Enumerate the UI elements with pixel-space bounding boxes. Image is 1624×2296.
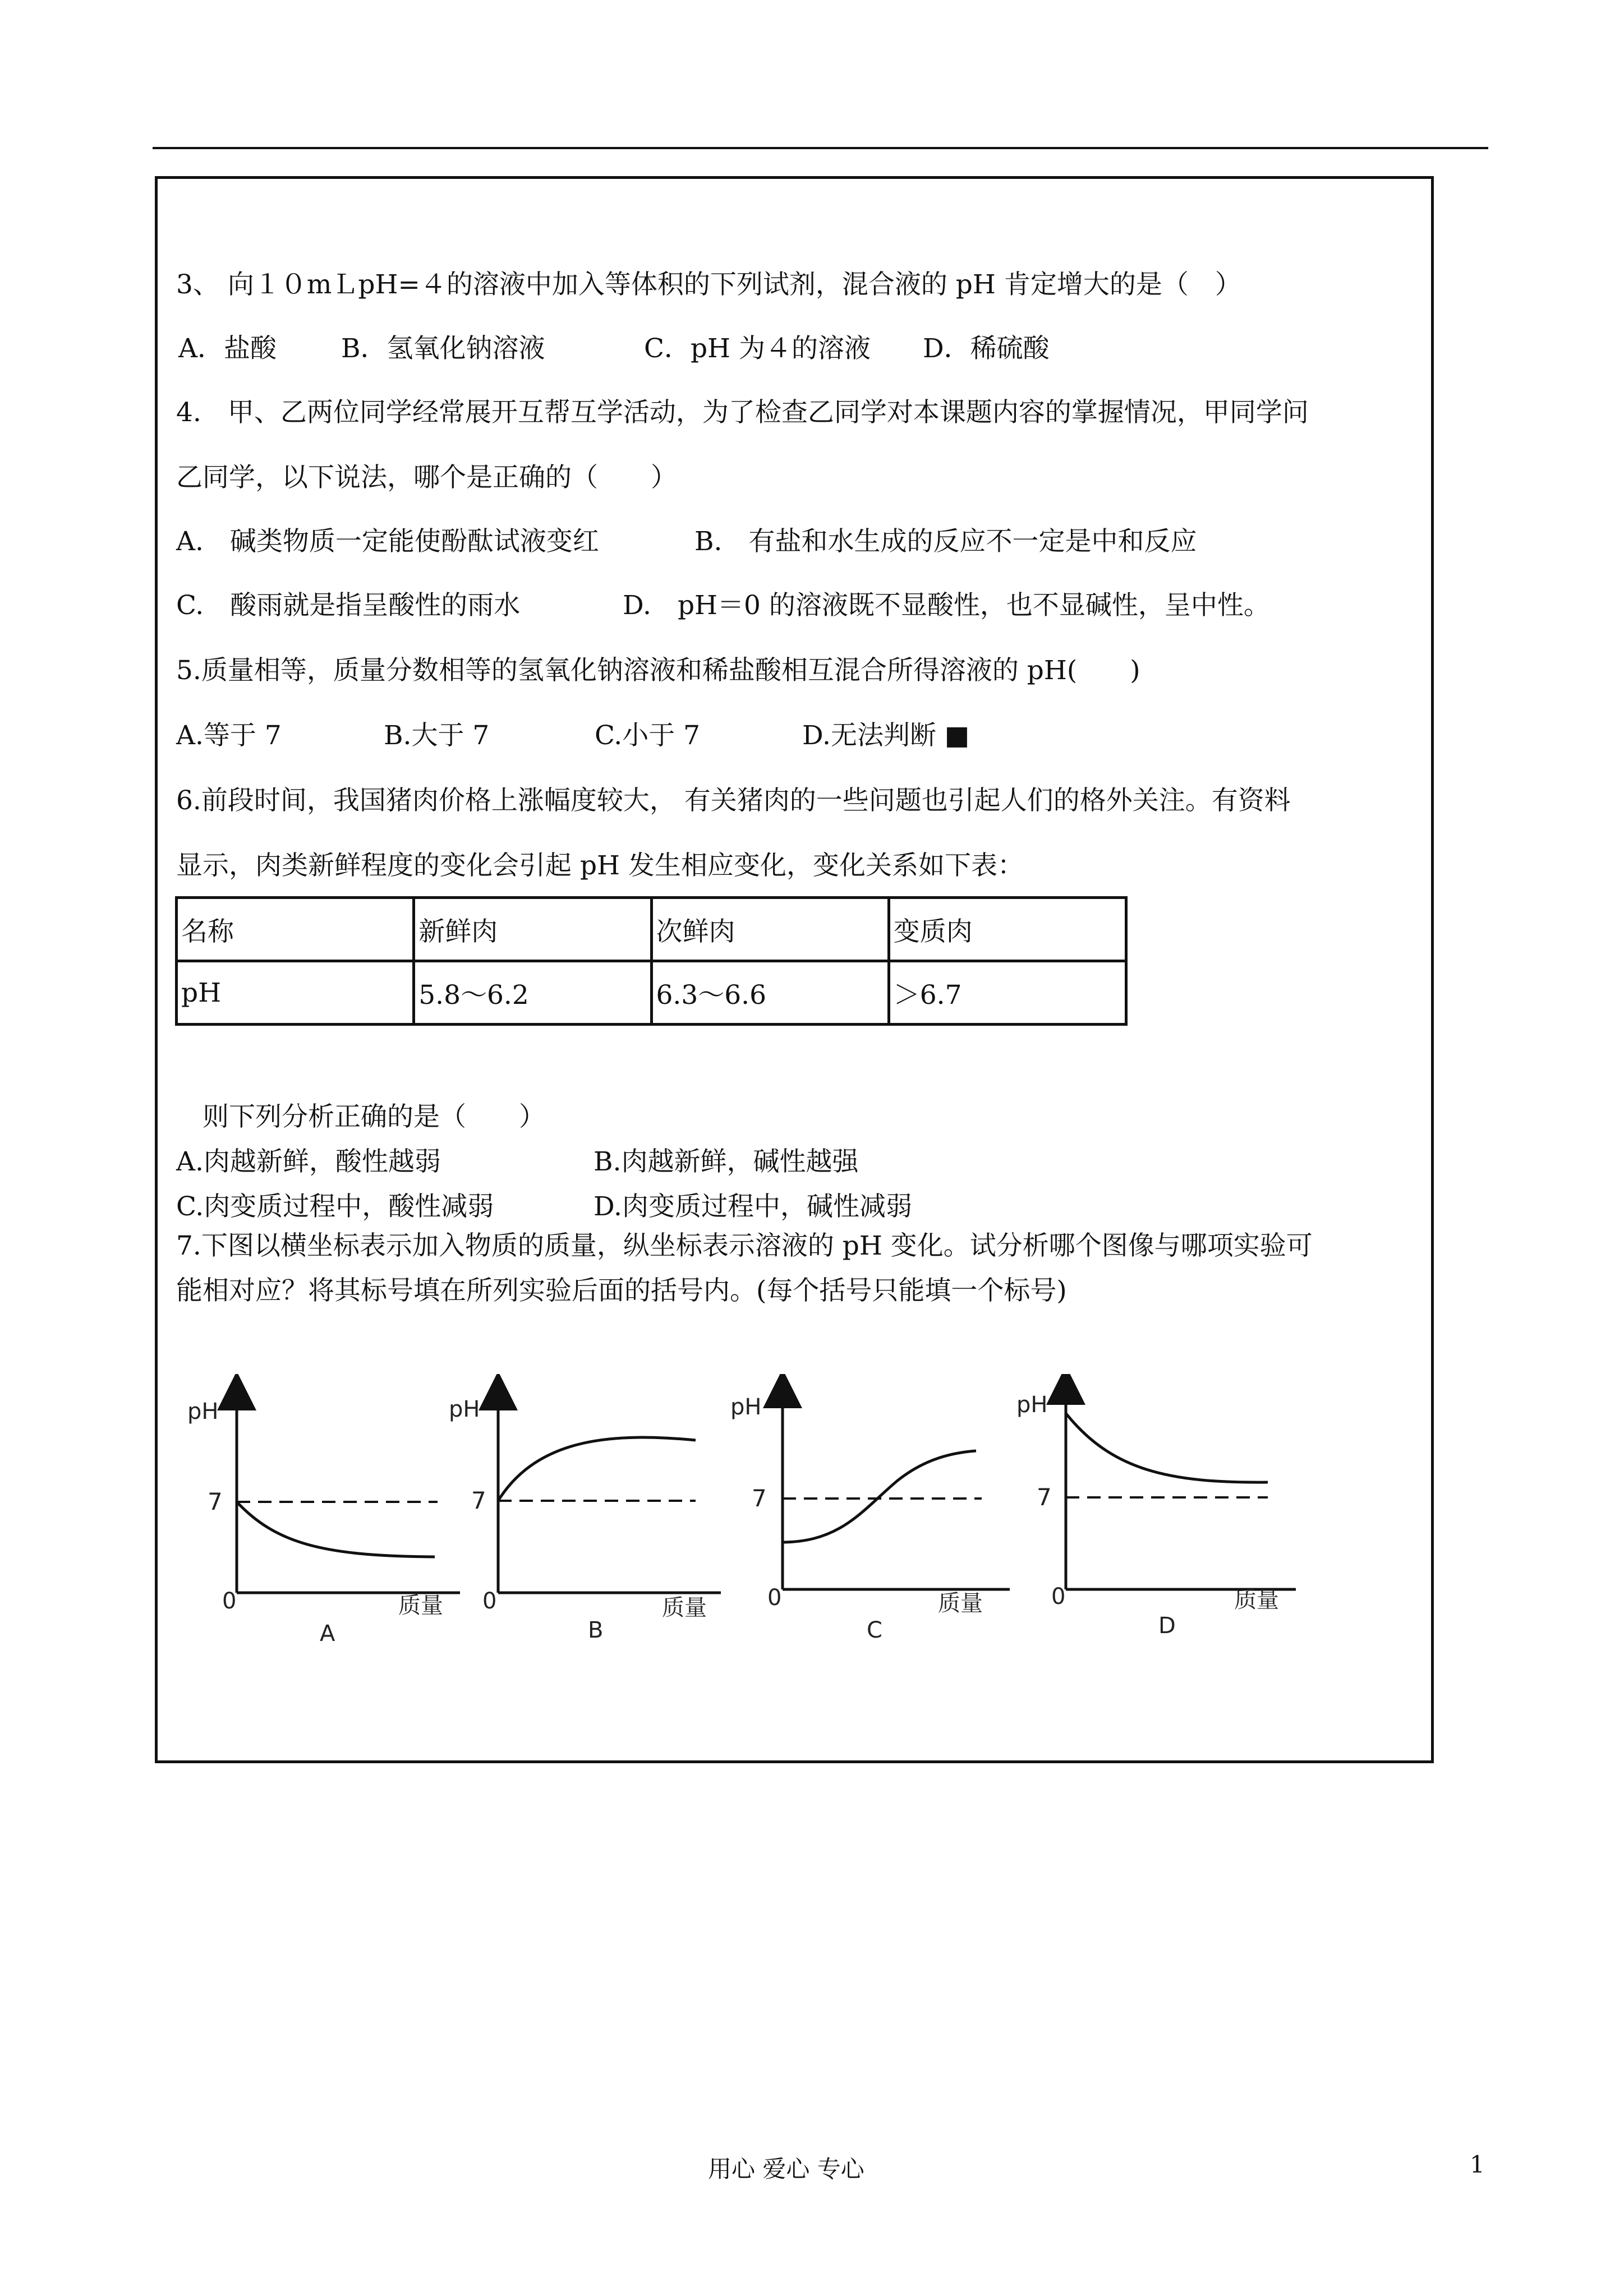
table-row [177,961,1126,1025]
q3-option-a: A．盐酸 [178,333,277,364]
graph-c-y-label: pH [730,1394,762,1420]
q6-option-a: A.肉越新鲜，酸性越弱 [176,1146,441,1177]
table-cell: 变质肉 [889,898,1126,961]
q6-option-c: C.肉变质过程中，酸性减弱 [176,1191,494,1222]
table-cell: 6.3～6.6 [651,961,889,1025]
graph-a-ref-label: 7 [208,1488,223,1515]
table-cell: 新鲜肉 [414,898,651,961]
meat-ph-table [175,896,1128,1026]
graph-c-caption: C [867,1617,882,1643]
q5-option-d: D.无法判断 ■ [802,720,970,751]
ph-graphs [168,1374,1313,1666]
q3-stem: 3、 向１０mＬpH=４的溶液中加入等体积的下列试剂，混合液的 pH 肯定增大的是（ ） [176,269,1241,300]
graph-d-origin: 0 [1051,1584,1066,1610]
graph-b-ref-label: 7 [471,1487,486,1514]
graph-d-curve [1066,1413,1268,1482]
q5-stem: 5.质量相等，质量分数相等的氢氧化钠溶液和稀盐酸相互混合所得溶液的 pH( ) [176,655,1140,686]
graph-a-origin: 0 [222,1588,237,1614]
q7-stem-line2: 能相对应？将其标号填在所列实验后面的括号内。(每个括号只能填一个标号) [176,1275,1067,1306]
table-cell: 5.8～6.2 [414,961,651,1025]
graph-c [730,1389,1010,1643]
page-number: 1 [1470,2151,1485,2178]
graph-a-y-label: pH [187,1399,219,1424]
graph-a-curve [237,1502,435,1557]
q6-stem-line1: 6.前段时间，我国猪肉价格上涨幅度较大， 有关猪肉的一些问题也引起人们的格外关注。有资料 [176,785,1291,816]
q4-stem-line2: 乙同学，以下说法，哪个是正确的（ ） [176,462,677,493]
table-row [177,898,1126,961]
graph-b [449,1391,721,1643]
q3-option-c: C．pH 为４的溶液 [644,333,871,364]
graph-d-x-label: 质量 [1234,1587,1279,1613]
graph-b-origin: 0 [482,1588,497,1614]
graph-b-y-label: pH [449,1396,480,1422]
q5-option-a: A.等于 7 [176,720,282,751]
graph-c-x-label: 质量 [938,1590,983,1616]
graph-a [187,1391,460,1647]
q3-option-b: B．氢氧化钠溶液 [341,333,545,364]
graph-b-caption: B [588,1617,604,1643]
q4-stem-line1: 4. 甲、乙两位同学经常展开互帮互学活动，为了检查乙同学对本课题内容的掌握情况，甲同学问 [176,397,1309,428]
graph-d-caption: D [1158,1613,1176,1639]
table-cell: 次鲜肉 [651,898,889,961]
graph-d-ref-label: 7 [1037,1483,1052,1511]
q4-option-b: B. 有盐和水生成的反应不一定是中和反应 [694,526,1197,557]
graph-c-curve [783,1451,976,1542]
q3-option-d: D．稀硫酸 [923,333,1050,364]
q6-option-d: D.肉变质过程中，碱性减弱 [594,1191,912,1222]
q4-option-d: D. pH＝0 的溶液既不显酸性，也不显碱性，呈中性。 [623,590,1270,621]
table-cell: ＞6.7 [889,961,1126,1025]
graph-a-x-label: 质量 [398,1593,443,1619]
q6-ask: 则下列分析正确的是（ ） [176,1101,545,1132]
table-cell: 名称 [177,898,414,961]
table-cell: pH [177,961,414,1025]
q5-option-b: B.大于 7 [384,720,490,751]
q6-stem-line2: 显示，肉类新鲜程度的变化会引起 pH 发生相应变化，变化关系如下表： [176,850,1024,881]
graph-a-caption: A [320,1621,335,1647]
graph-d-y-label: pH [1016,1392,1048,1418]
q5-option-c: C.小于 7 [595,720,701,751]
q4-option-a: A. 碱类物质一定能使酚酞试液变红 [176,526,599,557]
graph-b-curve [498,1437,696,1501]
footer-motto: 用心 爱心 专心 [708,2155,864,2183]
graph-d [1016,1385,1296,1639]
graph-c-ref-label: 7 [752,1484,767,1512]
header-rule [153,147,1488,149]
q6-option-b: B.肉越新鲜，碱性越强 [594,1146,859,1177]
q7-stem-line1: 7.下图以横坐标表示加入物质的质量，纵坐标表示溶液的 pH 变化。试分析哪个图像与哪项实验可 [176,1230,1313,1261]
graph-b-x-label: 质量 [662,1595,707,1621]
q4-option-c: C. 酸雨就是指呈酸性的雨水 [176,590,521,621]
graph-c-origin: 0 [767,1585,782,1611]
